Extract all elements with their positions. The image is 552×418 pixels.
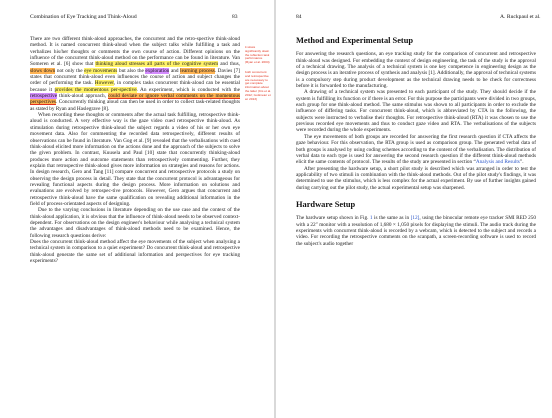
text-run: When recording these thoughts or comments after the actual task fulfilling, retrospective think-aloud is conducted. A very effective way is the gaze video cued retrospective think-aloud. As stimulation during retrospective think-aloud the subject regards a video of his or her own eye movement data. Also for commenting the recorded data retrospectively, different results of observations can be found in literature. Van Gog et al. [9] revealed that the verbalisations with cued think-aloud elicited more information on the actions done and the approach of the subjects to solve the given problem. In contrast, Kuusela and Paul [10] state that concurrently thinking-aloud produces more action and outcome statements than retrospectively commenting. Further, they explain that retrospective think-aloud gives more information on strategies and reasons for actions. In design research, Gero and Tang [11] compare concurrent and retrospective protocols a study on observing the design process in detail. They state that the concurrent protocol is advantageous for revealing functional aspects during the design process. More information on solutions and evaluations are evolved by retrospec-tive protocols. However, Gero argues that concurrent and retrospective think-aloud have the same qualification on revealing additional information in the field of process-orientated aspects of designing.: [30, 112, 240, 207]
paragraph: [296, 134, 536, 166]
section-heading-hardware: Hardware Setup: [296, 199, 356, 209]
text-run: There are two different think-aloud approaches, the concurrent and the retro-spective think-aloud method. It is named concurrent think-aloud when the subject talks while fulfilling a task and verbalizes his/her thoughts or comments the own course of action. Different opinions on the influence of the concurrent think-aloud method on the performance can be found in literature. Van Someren et al. [6] show that: [30, 36, 240, 68]
hardware-paragraph: [296, 215, 536, 247]
text-run: think-aloud approach,: [57, 93, 109, 100]
hardware-text-2: is the same as in: [372, 215, 411, 222]
text-run: Does the concurrent think-aloud method affect the eye movements of the subject when analysing a technical system in comparison to a quiet experiment? Do concurrent think-aloud and retrospective think-aloud generate the same set of additional information and perspectives for eye tracking experiments?: [30, 239, 240, 265]
running-authors: A. Ruckpaul et al.: [500, 14, 541, 20]
paragraph: [30, 36, 240, 112]
margin-annotations: [245, 46, 271, 107]
left-page-body-text: [30, 36, 240, 264]
margin-note[interactable]: both concurrent and retrospective are necessary to get complete information about the latter (Cis et al. 2012; Gottmeier et al. 2013): [245, 69, 271, 101]
paragraph: For answering the research questions, an eye tracking study for the comparison of concurrent and retrospective think-aloud was designed. For embedding the context of design engineering, the task of the study is the approval of a technical drawing. The analysis of a technical system is one key competence in engineering design as the design process is an iterative process of synthesis and analysis [1]. Additionally, the approval of technical systems is a compulsory step during product development as the technical drawing needs to be check for correctness before it is forwarded to the manufacturing.: [296, 51, 536, 90]
paragraph: After presenting the hardware setup, a short pilot study is described which was arranged in order to test the applicability of two stimuli in combination with the think-aloud methods. Out of the pilot study's findings, it was determined to use the stimulus, which is less complex for the actual experiment. By use of further insights gained during carrying out the pilot study, the actual experimental setup was sharpened.: [296, 165, 536, 191]
highlighted-text[interactable]: eye movements: [84, 67, 118, 74]
highlighted-text[interactable]: slows down: [30, 67, 56, 74]
highlighted-text[interactable]: learning process: [180, 67, 215, 74]
running-title: Combination of Eye Tracking and Think-Aloud: [30, 14, 137, 20]
text-run: and: [169, 67, 181, 74]
figure-link[interactable]: 1: [369, 215, 373, 222]
text-run: not only the: [55, 67, 85, 74]
text-run: and thus,: [218, 61, 240, 68]
paragraph: [30, 239, 240, 264]
hardware-text-1: The hardware setup shown in Fig.: [296, 215, 370, 222]
text-run: but also the: [117, 67, 146, 74]
text-run: Due to the varying conclusions in literature depending on the use case and the context of the think-aloud application, it is obvious that the influence of think-aloud needs to be observed context-dependent. For observations on the design engineer's behaviour while analysing a technical system the advantages and disadvantages of think-aloud methods need to be examined. Hence, the following research questions derive:: [30, 207, 240, 239]
page-number-right: 84: [296, 14, 302, 20]
text-run: , in complex tasks concurrent think-aloud can be essential because it: [30, 80, 240, 93]
highlighted-text[interactable]: thinking aloud stresses all parts of the cognitive system: [95, 61, 219, 68]
hardware-text-3: , using the binocular remote eye tracker SMI RED 250 with a 22″ monitor with a resolution of 1,680 × 1,050 pixels for displaying the stimuli. The audio track during the experiments with concurrent think-aloud is recorded by a webcam, which is detected to the subject and records a video. For recording the retrospective comments on the scanpath, a screen-recording software is used to record the subject's audio together: [296, 215, 536, 247]
highlighted-text[interactable]: could deviate or ignore verbal comments on the momentous perspectives: [30, 93, 240, 106]
reference-link[interactable]: [12]: [410, 215, 420, 222]
text-run: ”.: [519, 159, 524, 166]
highlighted-text[interactable]: provides the momentous per-spective: [54, 86, 137, 93]
text-run: . Concurrently thinking aloud can then be used in order to collect task-related thoughts as stated by Ryan and Haslegrave [8].: [30, 99, 240, 112]
text-run: The eye movements of both groups are recorded for answering the first research question if CTA affects the gaze behaviour. For this observation, the RTA group is used as comparison group. The generated verbal data of both groups is analysed by using coding schemes according to the content of the verbalisation. The distribution of verbal data to each type is used for answering the second research question if the different think-aloud methods elicit the same contents of protocol. The results of the study are presented in section “: [296, 133, 536, 166]
section-heading-method: Method and Experimental Setup: [296, 36, 414, 45]
paragraph: [30, 112, 240, 207]
text-run: . An experiment, which is conducted with the: [136, 86, 240, 93]
paragraph: A drawing of a technical system was presented to each participant of the study. They should decide if the system is fulfilling its function or if there is an error. For this purpose the participants were divided in two groups, each group for one think-aloud method. The same stimulus was shown to all participants in order to exclude the influence of differing tasks. For concurrent think-aloud, which is abbreviated by CTA in the following, the subjects were instructed to verbalise their thoughts. For retrospective think-aloud (RTA) it was chosen to use the previous recorded eye movements and thus to conduct gaze video and RTA. The verbalisations of the subjects were recorded during the whole experiments.: [296, 89, 536, 134]
paragraph: [30, 207, 240, 239]
page-number-left: 83: [232, 14, 238, 20]
highlighted-text[interactable]: retrospective: [30, 93, 58, 100]
margin-note[interactable]: it slows significantly down the reflection task performance (Ryan et al. 2004): [245, 45, 270, 65]
highlighted-text[interactable]: However: [94, 80, 114, 87]
highlighted-text[interactable]: exploration: [145, 67, 170, 74]
right-page: [276, 0, 552, 418]
text-run: . Davies [7] states that concurrent think-aloud even influences the course of action and subject changes the order of performing the task.: [30, 67, 240, 87]
left-page: [0, 0, 274, 418]
section-link[interactable]: Analysis and Results: [475, 159, 520, 166]
section-method-paragraphs: [296, 51, 536, 191]
right-page-body-text: [296, 36, 536, 247]
